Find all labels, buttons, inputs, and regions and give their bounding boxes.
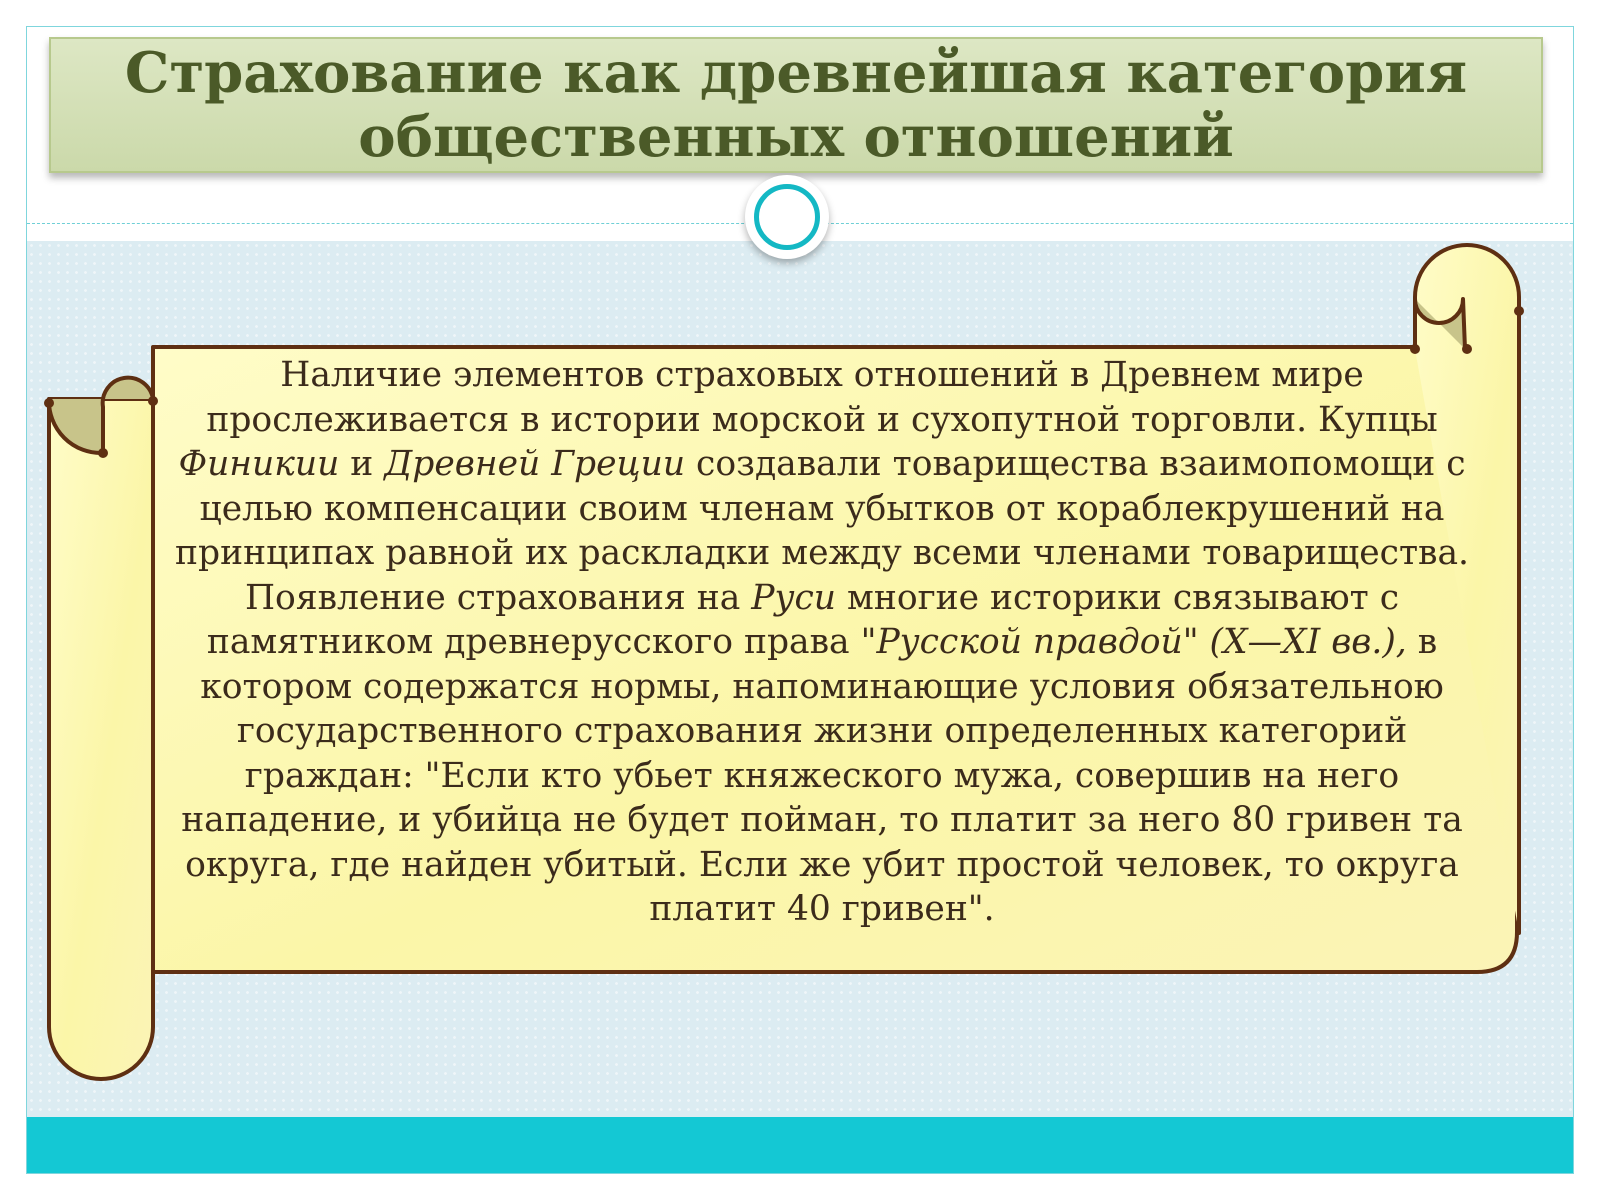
paragraph-russia xyxy=(167,576,1477,932)
scroll-text xyxy=(167,353,1477,932)
paragraph-2-emphasis-rus: Руси xyxy=(751,577,837,618)
paragraph-1-text-c: создавали товарищества взаимопомощи с целью компенсации своим членам убытков от кораблекрушений на принципах равной их раскладки между всеми членами товарищества. xyxy=(175,444,1469,573)
paragraph-1-emphasis-greece: Древней Греции xyxy=(384,444,686,484)
slide-title-line-1: Страхование как древнейшая категория xyxy=(124,40,1468,106)
scroll-left-roll xyxy=(49,399,153,1079)
paragraph-2-text-a: Появление страхования на xyxy=(244,577,752,618)
paragraph-ancient-world xyxy=(167,353,1477,576)
paragraph-1-text-b: и xyxy=(339,444,385,484)
paragraph-2-text-c: в котором содержатся нормы, напоминающие условия обязательною государственного страхования жизни определенных категорий граждан: "Если кто убьет княжеского мужа, совершив на него нападение, и убийца не будет пойман, то платит за него 80 гривен та округа, где найден убитый. Если же убит простой человек, то округа платит 40 гривен". xyxy=(181,622,1463,929)
paragraph-1-emphasis-phoenicia: Финикии xyxy=(178,444,340,484)
slide-title-line-2: общественных отношений xyxy=(358,104,1234,170)
slide xyxy=(26,26,1574,1174)
paragraph-1-text-a: Наличие элементов страховых отношений в Древнем мире прослеживается в истории морской и сухопутной торговли. Купцы xyxy=(206,355,1438,440)
paragraph-2-emphasis-pravda: Русской правдой" (X—XI вв.), xyxy=(876,622,1407,662)
paragraph-2-text-b: многие историки связывают с памятником древнерусского права " xyxy=(206,577,1400,662)
